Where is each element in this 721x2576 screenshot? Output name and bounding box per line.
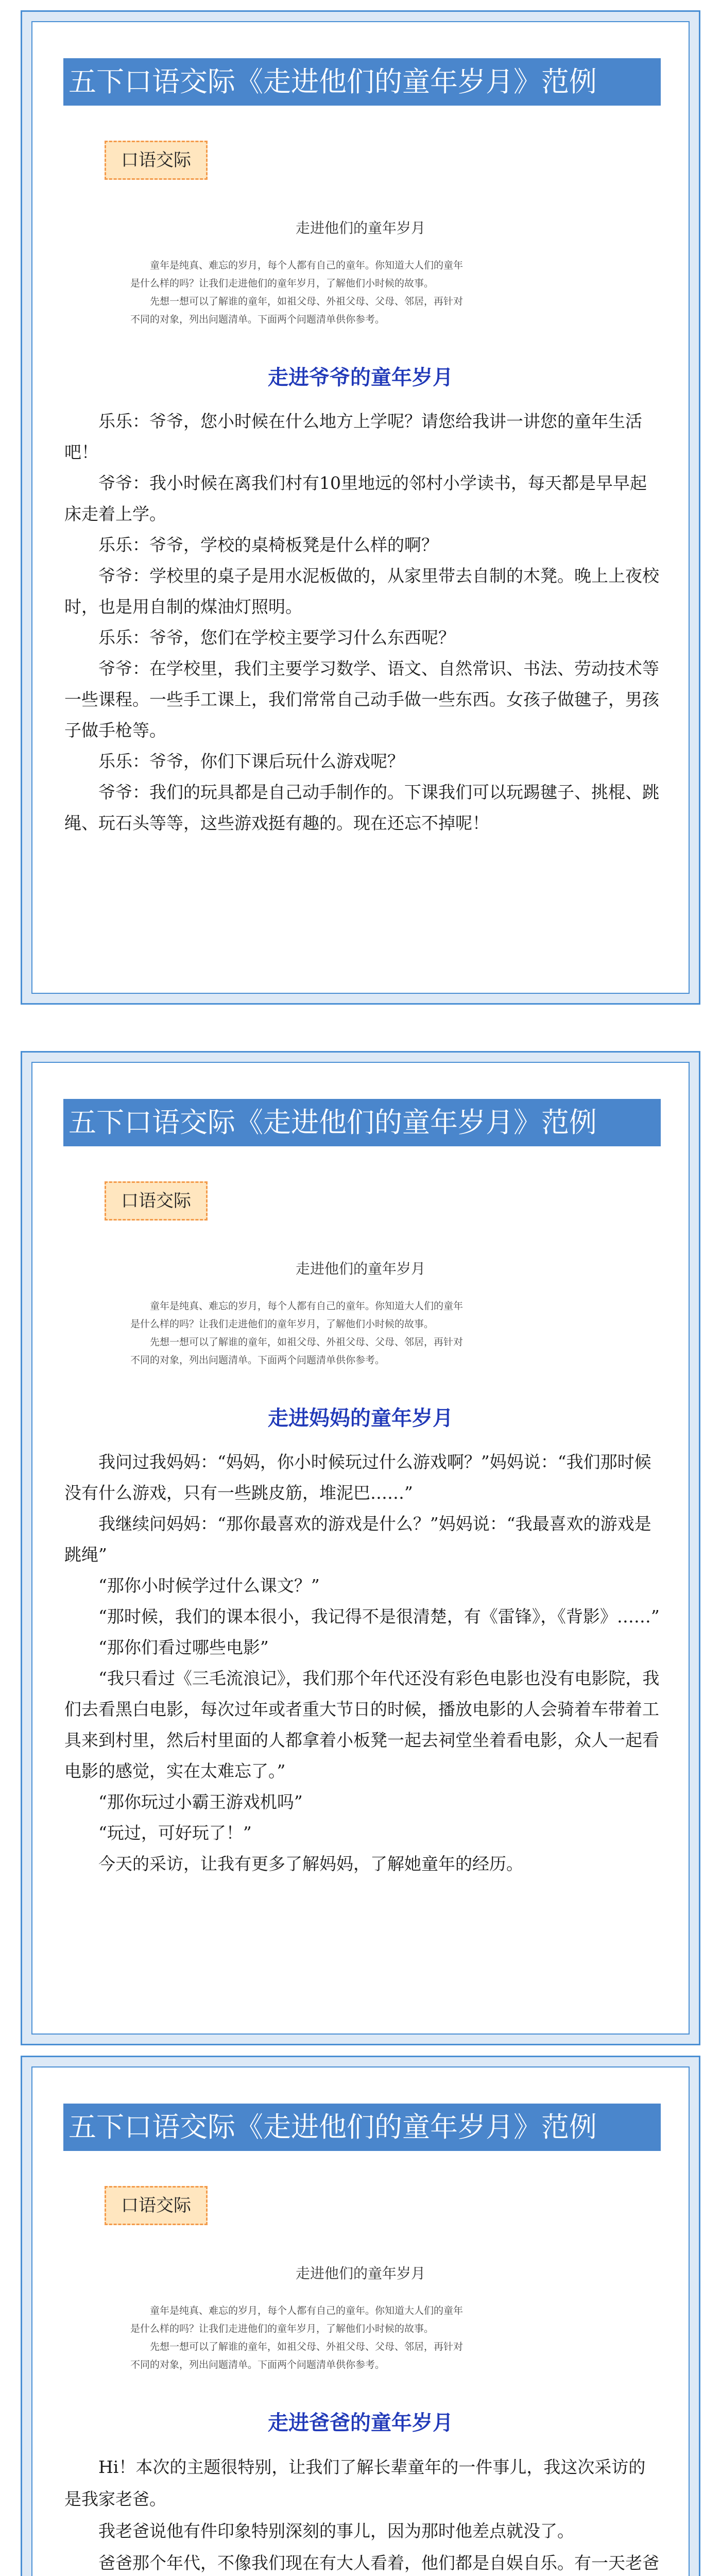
paragraph: 爸爸那个年代，不像我们现在有大人看着，他们都是自娱自乐。有一天老爸: [98, 2553, 659, 2573]
subtitle: 走进他们的童年岁月: [295, 219, 425, 236]
intro-line: 是什么样的吗？让我们走进他们的童年岁月，了解他们小时候的故事。: [130, 2323, 434, 2334]
intro-line: 不同的对象，列出问题清单。下面两个问题清单供你参考。: [130, 1354, 385, 1366]
intro-line: 是什么样的吗？让我们走进他们的童年岁月，了解他们小时候的故事。: [130, 1318, 434, 1330]
panel-mother: [21, 1051, 700, 2045]
intro-text: [130, 1297, 594, 1369]
paragraph: 爷爷：我们的玩具都是自己动手制作的。下课我们可以玩踢毽子、挑棍、跳绳、玩石头等等，这些游戏挺有趣的。现在还忘不掉呢！: [64, 782, 659, 833]
paragraph: 爷爷：我小时候在离我们村有10里地远的邻村小学读书，每天都是早早起床走着上学。: [64, 473, 647, 524]
intro-line: 童年是纯真、难忘的岁月，每个人都有自己的童年。你知道大人们的童年: [150, 2305, 464, 2316]
page-title: 五下口语交际《走进他们的童年岁月》范例: [63, 2104, 661, 2151]
interview-text: [64, 2451, 662, 2576]
paragraph: 乐乐：爷爷，您们在学校主要学习什么东西呢？: [98, 628, 455, 648]
subtitle: 走进他们的童年岁月: [295, 1260, 425, 1277]
paragraph: 今天的采访，让我有更多了解妈妈，了解她童年的经历。: [98, 1854, 523, 1874]
paragraph: 乐乐：爷爷，学校的桌椅板凳是什么样的啊？: [98, 535, 438, 555]
section-heading: 走进爷爷的童年岁月: [268, 365, 453, 389]
interview-text: [64, 1447, 662, 1879]
page-title: 五下口语交际《走进他们的童年岁月》范例: [63, 58, 661, 106]
paragraph: “那你们看过哪些电影”: [98, 1637, 269, 1657]
intro-line: 童年是纯真、难忘的岁月，每个人都有自己的童年。你知道大人们的童年: [150, 260, 464, 271]
paragraph: 我继续问妈妈：“那你最喜欢的游戏是什么？”妈妈说：“我最喜欢的游戏是跳绳”: [64, 1514, 651, 1565]
paragraph: 爷爷：在学校里，我们主要学习数学、语文、自然常识、书法、劳动技术等一些课程。一些手工课上，我们常常自己动手做一些东西。女孩子做毽子，男孩子做手枪等。: [64, 658, 659, 740]
section-heading: 走进妈妈的童年岁月: [268, 1406, 453, 1430]
paragraph: 我老爸说他有件印象特别深刻的事儿，因为那时他差点就没了。: [98, 2521, 574, 2541]
paragraph: 乐乐：爷爷，您小时候在什么地方上学呢？请您给我讲一讲您的童年生活吧！: [64, 411, 642, 462]
intro-line: 先想一想可以了解谁的童年，如祖父母、外祖父母、父母、邻居，再针对: [150, 296, 464, 307]
section-heading: 走进爸爸的童年岁月: [268, 2411, 453, 2435]
paragraph: “玩过，可好玩了！”: [98, 1823, 252, 1843]
panel-grandpa: [21, 10, 700, 1005]
page-title: 五下口语交际《走进他们的童年岁月》范例: [63, 1099, 661, 1146]
intro-text: [130, 2302, 594, 2374]
intro-line: 童年是纯真、难忘的岁月，每个人都有自己的童年。你知道大人们的童年: [150, 1300, 464, 1312]
panel-content: [31, 1062, 690, 2035]
paragraph: 爷爷：学校里的桌子是用水泥板做的，从家里带去自制的木凳。晚上上夜校时，也是用自制的煤油灯照明。: [64, 566, 659, 617]
paragraph: “那时候，我们的课本很小，我记得不是很清楚，有《雷锋》，《背影》……”: [98, 1606, 660, 1626]
intro-line: 先想一想可以了解谁的童年，如祖父母、外祖父母、父母、邻居，再针对: [150, 2341, 464, 2352]
paragraph: “我只看过《三毛流浪记》，我们那个年代还没有彩色电影也没有电影院，我们去看黑白电影，每次过年或者重大节日的时候，播放电影的人会骑着车带着工具来到村里，然后村里面的人都拿着小板凳一起去祠堂坐着看电影，众人一起看电影的感觉，实在太难忘了。”: [64, 1668, 660, 1781]
paragraph: 乐乐：爷爷，你们下课后玩什么游戏呢？: [98, 751, 404, 771]
intro-line: 是什么样的吗？让我们走进他们的童年岁月，了解他们小时候的故事。: [130, 278, 434, 289]
intro-line: 先想一想可以了解谁的童年，如祖父母、外祖父母、父母、邻居，再针对: [150, 1336, 464, 1348]
paragraph: 我问过我妈妈：“妈妈，你小时候玩过什么游戏啊？”妈妈说：“我们那时候没有什么游戏，只有一些跳皮筋，堆泥巴……”: [64, 1452, 651, 1503]
paragraph: “那你玩过小霸王游戏机吗”: [98, 1792, 303, 1812]
interview-text: [64, 406, 662, 839]
panel-content: [31, 2066, 690, 2576]
intro-line: 不同的对象，列出问题清单。下面两个问题清单供你参考。: [130, 2359, 385, 2370]
paragraph: Hi！本次的主题很特别，让我们了解长辈童年的一件事儿，我这次采访的是我家老爸。: [64, 2457, 646, 2509]
panel-content: [31, 21, 690, 994]
paragraph: “那你小时候学过什么课文？”: [98, 1575, 320, 1596]
category-tag: 口语交际: [105, 141, 208, 180]
intro-text: [130, 257, 594, 329]
panel-father: [21, 2056, 700, 2576]
subtitle: 走进他们的童年岁月: [295, 2265, 425, 2282]
category-tag: 口语交际: [105, 2186, 208, 2225]
category-tag: 口语交际: [105, 1181, 208, 1221]
intro-line: 不同的对象，列出问题清单。下面两个问题清单供你参考。: [130, 314, 385, 325]
